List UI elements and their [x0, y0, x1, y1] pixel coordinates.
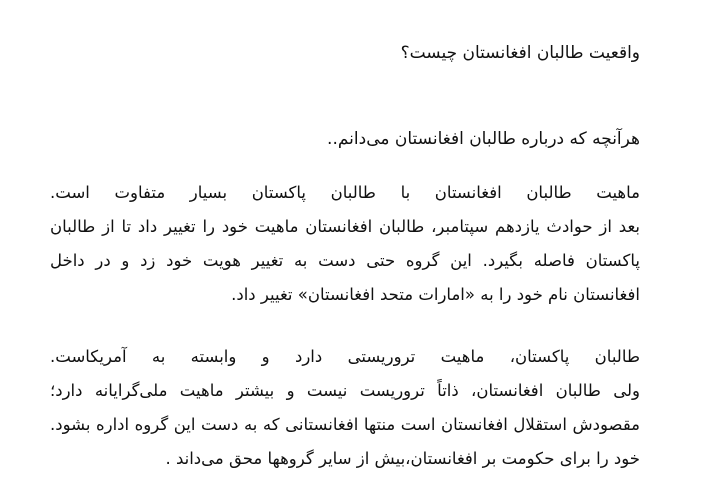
paragraph-2 [50, 340, 640, 476]
paragraph-2-line-4: خود را برای حکومت بر افغانستان،بیش از سایر گروهها محق می‌داند . [165, 449, 640, 468]
paragraph-2-line-2: ولی طالبان افغانستان، ذاتاً تروریست نیست و بیشتر ماهیت ملی‌گرایانه دارد؛ [50, 381, 640, 400]
paragraph-1-line-4: افغانستان نام خود را به «امارات متحد افغانستان» تغییر داد. [231, 285, 640, 304]
paragraph-2-line-1: طالبان پاکستان، ماهیت تروریستی دارد و وابسته به آمریکاست. [50, 347, 640, 366]
intro-line: هرآنچه که درباره طالبان افغانستان می‌دانم.. [327, 129, 640, 149]
paragraph-1-line-3: پاکستان فاصله بگیرد. این گروه حتی دست به تغییر هویت خود زد و در داخل [50, 251, 640, 270]
paragraph-1 [50, 176, 640, 312]
paragraph-2-line-3: مقصودش استقلال افغانستان است منتها افغانستانی که به دست این گروه اداره بشود. [50, 415, 640, 434]
paragraph-1-line-1: ماهیت طالبان افغانستان با طالبان پاکستان بسیار متفاوت است. [50, 183, 640, 202]
paragraph-1-line-2: بعد از حوادث یازدهم سپتامبر، طالبان افغانستان ماهیت خود را تغییر داد تا از طالبان [50, 217, 640, 236]
document-page [50, 0, 640, 485]
document-title: واقعیت طالبان افغانستان چیست؟ [400, 43, 640, 63]
